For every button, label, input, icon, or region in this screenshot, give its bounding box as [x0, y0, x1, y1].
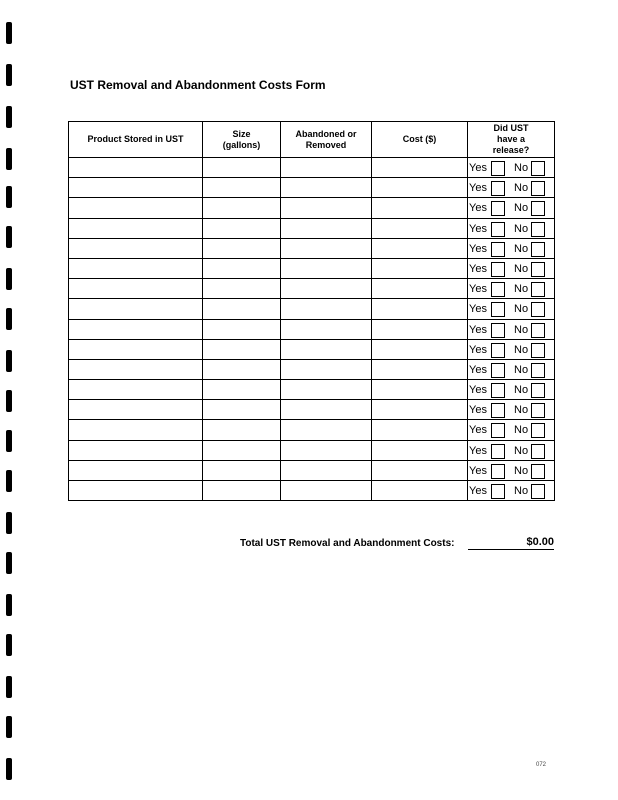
status-cell[interactable] — [281, 198, 372, 218]
no-label: No — [514, 363, 529, 376]
col-header-status — [281, 122, 372, 158]
size-cell[interactable] — [203, 359, 281, 379]
size-cell[interactable] — [203, 178, 281, 198]
release-cell — [468, 400, 555, 420]
yes-label: Yes — [469, 464, 487, 477]
size-cell[interactable] — [203, 319, 281, 339]
release-no-checkbox[interactable] — [531, 222, 545, 237]
status-cell[interactable] — [281, 440, 372, 460]
table-row — [69, 420, 555, 440]
product-cell[interactable] — [69, 218, 203, 238]
release-no-checkbox[interactable] — [531, 423, 545, 438]
yes-label: Yes — [469, 323, 487, 336]
total-costs-field[interactable]: $0.00 — [468, 536, 554, 550]
binder-hole — [6, 22, 12, 44]
release-cell — [468, 218, 555, 238]
product-cell[interactable] — [69, 359, 203, 379]
total-costs-label: Total UST Removal and Abandonment Costs: — [240, 538, 455, 549]
size-cell[interactable] — [203, 481, 281, 501]
binder-hole — [6, 350, 12, 372]
release-no-checkbox[interactable] — [531, 323, 545, 338]
no-label: No — [514, 343, 529, 356]
release-cell — [468, 481, 555, 501]
no-label: No — [514, 485, 529, 497]
cost-cell[interactable] — [372, 359, 468, 379]
table-row — [69, 238, 555, 258]
no-label: No — [514, 222, 529, 235]
release-no-checkbox[interactable] — [531, 464, 545, 479]
binder-hole — [6, 308, 12, 330]
col-header-status-text: Abandoned or Removed — [295, 128, 357, 150]
binder-hole — [6, 594, 12, 616]
release-cell — [468, 299, 555, 319]
cost-cell[interactable] — [372, 238, 468, 258]
cost-cell[interactable] — [372, 279, 468, 299]
release-cell — [468, 178, 555, 198]
product-cell[interactable] — [69, 420, 203, 440]
release-no-checkbox[interactable] — [531, 181, 545, 196]
release-cell — [468, 420, 555, 440]
cost-cell[interactable] — [372, 380, 468, 400]
table-header-row — [69, 122, 555, 158]
size-cell[interactable] — [203, 380, 281, 400]
table-body — [69, 158, 555, 501]
release-yes-checkbox[interactable] — [491, 444, 505, 459]
yes-label: Yes — [469, 404, 487, 417]
binder-hole — [6, 512, 12, 534]
no-label: No — [514, 404, 529, 417]
table-row — [69, 258, 555, 278]
no-label: No — [514, 182, 529, 195]
release-yes-checkbox[interactable] — [491, 363, 505, 378]
binder-hole — [6, 64, 12, 86]
release-yes-checkbox[interactable] — [491, 343, 505, 358]
table-row — [69, 460, 555, 480]
release-no-checkbox[interactable] — [531, 383, 545, 398]
binder-hole — [6, 716, 12, 738]
release-yes-checkbox[interactable] — [491, 201, 505, 216]
release-no-checkbox[interactable] — [531, 484, 545, 499]
status-cell[interactable] — [281, 481, 372, 501]
release-yes-checkbox[interactable] — [491, 181, 505, 196]
binder-hole — [6, 470, 12, 492]
size-cell[interactable] — [203, 218, 281, 238]
binder-hole — [6, 268, 12, 290]
cost-cell[interactable] — [372, 258, 468, 278]
cost-cell[interactable] — [372, 198, 468, 218]
ust-costs-table — [68, 121, 555, 501]
release-cell — [468, 158, 555, 178]
binder-hole — [6, 430, 12, 452]
table-row — [69, 380, 555, 400]
status-cell[interactable] — [281, 400, 372, 420]
yes-label: Yes — [469, 363, 487, 376]
binder-hole — [6, 552, 12, 574]
cost-cell[interactable] — [372, 440, 468, 460]
table-row — [69, 299, 555, 319]
cost-cell[interactable] — [372, 460, 468, 480]
release-no-checkbox[interactable] — [531, 363, 545, 378]
no-label: No — [514, 464, 529, 477]
binder-hole — [6, 390, 12, 412]
col-header-size-text: Size (gallons) — [222, 128, 261, 150]
col-header-cost: Cost ($) — [372, 122, 468, 158]
binder-hole — [6, 758, 12, 780]
release-cell — [468, 319, 555, 339]
product-cell[interactable] — [69, 198, 203, 218]
release-cell — [468, 460, 555, 480]
yes-label: Yes — [469, 343, 487, 356]
status-cell[interactable] — [281, 218, 372, 238]
product-cell[interactable] — [69, 158, 203, 178]
no-label: No — [514, 323, 529, 336]
size-cell[interactable] — [203, 420, 281, 440]
no-label: No — [514, 262, 529, 275]
product-cell[interactable] — [69, 481, 203, 501]
size-cell[interactable] — [203, 460, 281, 480]
binder-hole — [6, 186, 12, 208]
yes-label: Yes — [469, 162, 487, 174]
no-label: No — [514, 202, 529, 215]
yes-label: Yes — [469, 303, 487, 316]
no-label: No — [514, 303, 529, 316]
status-cell[interactable] — [281, 279, 372, 299]
no-label: No — [514, 444, 529, 457]
status-cell[interactable] — [281, 339, 372, 359]
cost-cell[interactable] — [372, 319, 468, 339]
no-label: No — [514, 242, 529, 255]
status-cell[interactable] — [281, 319, 372, 339]
release-no-checkbox[interactable] — [531, 403, 545, 418]
release-yes-checkbox[interactable] — [491, 464, 505, 479]
product-cell[interactable] — [69, 440, 203, 460]
status-cell[interactable] — [281, 158, 372, 178]
size-cell[interactable] — [203, 279, 281, 299]
size-cell[interactable] — [203, 258, 281, 278]
cost-cell[interactable] — [372, 339, 468, 359]
release-cell — [468, 359, 555, 379]
table-row — [69, 198, 555, 218]
release-yes-checkbox[interactable] — [491, 222, 505, 237]
binder-hole — [6, 676, 12, 698]
table-row — [69, 339, 555, 359]
binder-hole — [6, 106, 12, 128]
release-no-checkbox[interactable] — [531, 302, 545, 317]
yes-label: Yes — [469, 424, 487, 437]
product-cell[interactable] — [69, 380, 203, 400]
release-no-checkbox[interactable] — [531, 242, 545, 257]
product-cell[interactable] — [69, 178, 203, 198]
yes-label: Yes — [469, 262, 487, 275]
product-cell[interactable] — [69, 319, 203, 339]
col-header-product: Product Stored in UST — [69, 122, 203, 158]
cost-cell[interactable] — [372, 218, 468, 238]
status-cell[interactable] — [281, 380, 372, 400]
cost-cell[interactable] — [372, 481, 468, 501]
release-cell — [468, 238, 555, 258]
size-cell[interactable] — [203, 238, 281, 258]
yes-label: Yes — [469, 485, 487, 497]
product-cell[interactable] — [69, 279, 203, 299]
no-label: No — [514, 283, 529, 296]
release-cell — [468, 440, 555, 460]
status-cell[interactable] — [281, 299, 372, 319]
col-header-size — [203, 122, 281, 158]
release-yes-checkbox[interactable] — [491, 323, 505, 338]
binder-hole — [6, 148, 12, 170]
binder-hole — [6, 226, 12, 248]
yes-label: Yes — [469, 384, 487, 397]
release-no-checkbox[interactable] — [531, 282, 545, 297]
release-cell — [468, 279, 555, 299]
release-cell — [468, 198, 555, 218]
size-cell[interactable] — [203, 339, 281, 359]
binder-hole — [6, 634, 12, 656]
table-row — [69, 178, 555, 198]
status-cell[interactable] — [281, 460, 372, 480]
no-label: No — [514, 384, 529, 397]
status-cell[interactable] — [281, 258, 372, 278]
page-number: 072 — [536, 762, 547, 768]
yes-label: Yes — [469, 242, 487, 255]
size-cell[interactable] — [203, 158, 281, 178]
status-cell[interactable] — [281, 238, 372, 258]
col-header-release — [468, 122, 555, 158]
release-yes-checkbox[interactable] — [491, 302, 505, 317]
release-yes-checkbox[interactable] — [491, 423, 505, 438]
release-yes-checkbox[interactable] — [491, 282, 505, 297]
status-cell[interactable] — [281, 420, 372, 440]
release-yes-checkbox[interactable] — [491, 484, 505, 499]
table-row — [69, 218, 555, 238]
release-cell — [468, 339, 555, 359]
yes-label: Yes — [469, 182, 487, 195]
release-no-checkbox[interactable] — [531, 262, 545, 277]
release-yes-checkbox[interactable] — [491, 262, 505, 277]
product-cell[interactable] — [69, 339, 203, 359]
no-label: No — [514, 162, 529, 174]
size-cell[interactable] — [203, 400, 281, 420]
table-row — [69, 440, 555, 460]
cost-cell[interactable] — [372, 299, 468, 319]
product-cell[interactable] — [69, 299, 203, 319]
form-title: UST Removal and Abandonment Costs Form — [70, 78, 326, 92]
cost-cell[interactable] — [372, 178, 468, 198]
status-cell[interactable] — [281, 178, 372, 198]
yes-label: Yes — [469, 444, 487, 457]
release-cell — [468, 380, 555, 400]
size-cell[interactable] — [203, 299, 281, 319]
size-cell[interactable] — [203, 198, 281, 218]
no-label: No — [514, 424, 529, 437]
release-yes-checkbox[interactable] — [491, 383, 505, 398]
release-no-checkbox[interactable] — [531, 343, 545, 358]
table-row — [69, 481, 555, 501]
col-header-release-text: Did UST have a release? — [492, 123, 530, 155]
product-cell[interactable] — [69, 400, 203, 420]
release-no-checkbox[interactable] — [531, 444, 545, 459]
release-no-checkbox[interactable] — [531, 161, 545, 176]
yes-label: Yes — [469, 202, 487, 215]
product-cell[interactable] — [69, 460, 203, 480]
release-yes-checkbox[interactable] — [491, 242, 505, 257]
cost-cell[interactable] — [372, 158, 468, 178]
cost-cell[interactable] — [372, 400, 468, 420]
table-row — [69, 319, 555, 339]
product-cell[interactable] — [69, 238, 203, 258]
table-row — [69, 279, 555, 299]
table-row — [69, 158, 555, 178]
release-cell — [468, 258, 555, 278]
product-cell[interactable] — [69, 258, 203, 278]
cost-cell[interactable] — [372, 420, 468, 440]
size-cell[interactable] — [203, 440, 281, 460]
release-yes-checkbox[interactable] — [491, 161, 505, 176]
release-no-checkbox[interactable] — [531, 201, 545, 216]
yes-label: Yes — [469, 222, 487, 235]
table-row — [69, 400, 555, 420]
status-cell[interactable] — [281, 359, 372, 379]
release-yes-checkbox[interactable] — [491, 403, 505, 418]
yes-label: Yes — [469, 283, 487, 296]
table-row — [69, 359, 555, 379]
